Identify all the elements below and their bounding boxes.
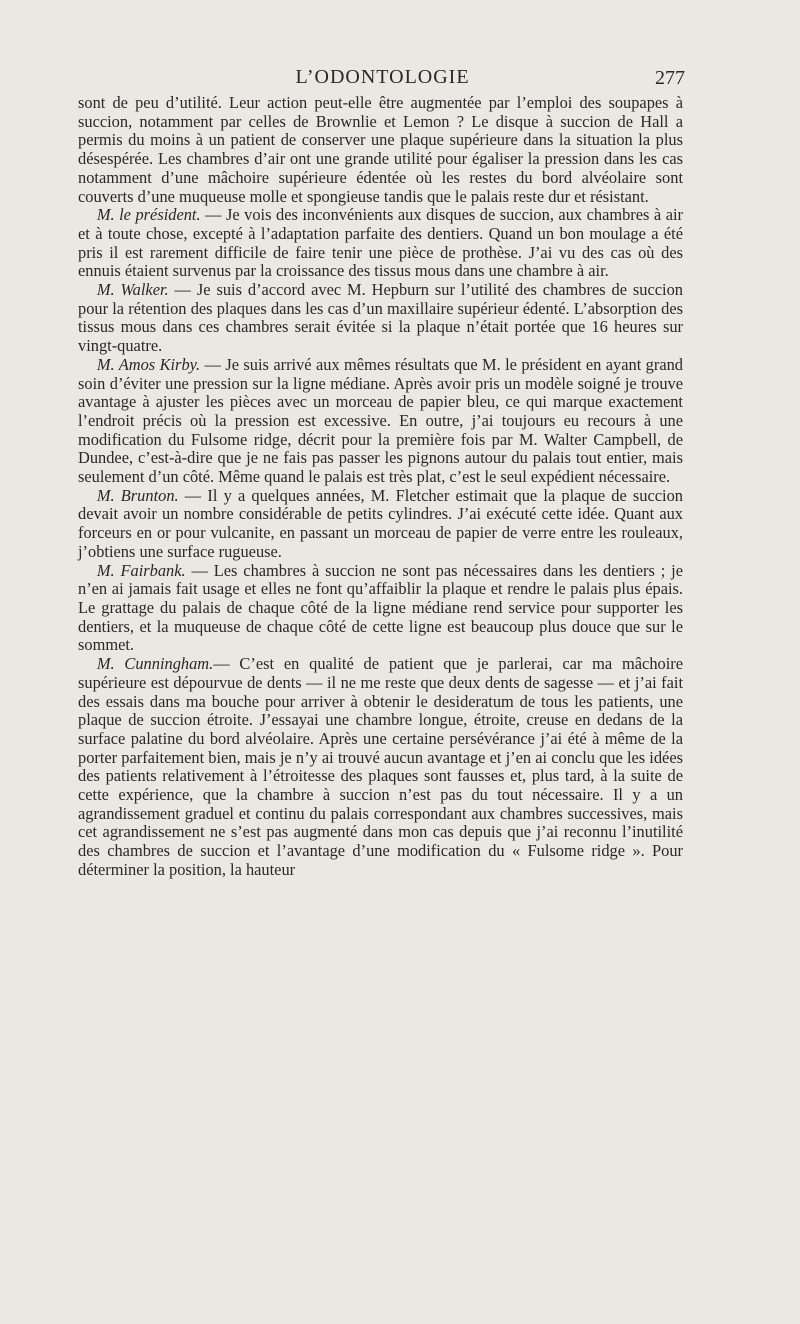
paragraph bbox=[78, 356, 683, 487]
body-text bbox=[78, 94, 683, 880]
paragraph-text: — Je suis d’accord avec M. Hepburn sur l’utilité des chambres de succion pour la rétention des plaques dans les cas d’un maxillaire supérieur édenté. L’absorption des tissus mous dans ces chambres serait évitée si la plaque n’était portée que 16 heures sur vingt-quatre. bbox=[78, 280, 683, 356]
paragraph-text: — Les chambres à succion ne sont pas nécessaires dans les dentiers ; je n’en ai jamais fait usage et elles ne font qu’affaiblir la plaque et rendre le palais plus épais. Le grattage du palais de chaque côté de la ligne médiane rend service pour supporter les dentiers, et la muqueuse de chaque côté de cette ligne est beaucoup plus douce que sur le sommet. bbox=[78, 560, 683, 655]
paragraph-text: — Je vois des inconvénients aux disques de succion, aux chambres à air et à toute chose, excepté à l’adaptation parfaite des dentiers. Quand un bon moulage a été pris il est rarement difficile de faire tenir une pièce de prothèse. J’ai vu des cas où des ennuis étaient survenus par la croissance des tissus mous dans une chambre à air. bbox=[78, 205, 684, 281]
speaker-name: M. Amos Kirby. bbox=[96, 354, 201, 374]
speaker-name: M. Fairbank. bbox=[96, 560, 186, 580]
speaker-name: M. Brunton. bbox=[96, 485, 179, 505]
paragraph bbox=[78, 487, 683, 562]
page-number: 277 bbox=[655, 67, 685, 89]
paragraph bbox=[78, 655, 683, 879]
speaker-name: M. Cunningham. bbox=[96, 654, 214, 674]
paragraph bbox=[78, 206, 683, 281]
speaker-name: M. le président. bbox=[96, 205, 201, 225]
running-title: L’ODONTOLOGIE bbox=[295, 66, 470, 88]
paragraph-text: sont de peu d’utilité. Leur action peut-elle être augmentée par l’emploi des soupapes à succion, notamment par celles de Brownlie et Lemon ? Le disque à succion de Hall a permis du moins à un patient de conserver une plaque supérieure dans la situation la plus désespérée. Les chambres d’air ont une grande utilité pour égaliser la pression dans les cas notamment d’une mâchoire supérieure édentée où les restes du bord alvéolaire sont couverts d’une muqueuse molle et spongieuse tandis que le palais reste dur et résistant. bbox=[78, 93, 683, 206]
paragraph bbox=[78, 94, 683, 206]
paragraph bbox=[78, 281, 683, 356]
speaker-name: M. Walker. bbox=[96, 280, 169, 300]
paragraph-text: — Il y a quelques années, M. Fletcher estimait que la plaque de succion devait avoir un nombre considérable de petits cylindres. J’ai exécuté cette idée. Quant aux forceurs en or pour vulcanite, en passant un morceau de papier de verre entre les rouleaux, j’obtiens une surface rugueuse. bbox=[78, 485, 683, 561]
paragraph-text: — C’est en qualité de patient que je parlerai, car ma mâchoire supérieure est dépourvue de dents — il ne me reste que deux dents de sagesse — et j’ai fait des essais dans ma bouche pour arriver à obtenir le desideratum de tous les patients, une plaque de succion étroite. J’essayai une chambre longue, étroite, creuse en dedans de la surface palatine du bord alvéolaire. Après une certaine persévérance j’ai été à même de la porter parfaitement bien, mais je n’y ai trouvé aucun avantage et j’en ai conclu que les idées des patients relativement à l’étroitesse des plaques sont fausses et, plus tard, à la suite de cette expérience, que la chambre à succion n’est pas du tout nécessaire. Il y a un agrandissement graduel et continu du palais correspondant aux chambres successives, mais cet agrandissement ne s’est pas augmenté dans mon cas depuis que j’ai reconnu l’inutilité des chambres de succion et l’avantage d’une modification du « Fulsome ridge ». Pour déterminer la position, la hauteur bbox=[78, 654, 683, 879]
paragraph-text: — Je suis arrivé aux mêmes résultats que M. le président en ayant grand soin d’éviter une pression sur la ligne médiane. Après avoir pris un modèle soigné je trouve avantage à ajuster les pièces avec un morceau de papier bleu, ce qui marque exactement l’endroit précis où la pression est excessive. En outre, j’ai toujours eu recours à une modification du Fulsome ridge, décrit pour la première fois par M. Walter Campbell, de Dundee, c’est-à-dire que je ne fais pas passer les pignons autour du palais tout entier, mais seulement d’un côté. Même quand le palais est très plat, c’est le seul expédient nécessaire. bbox=[78, 354, 683, 487]
page-header bbox=[80, 66, 685, 92]
paragraph bbox=[78, 562, 683, 656]
